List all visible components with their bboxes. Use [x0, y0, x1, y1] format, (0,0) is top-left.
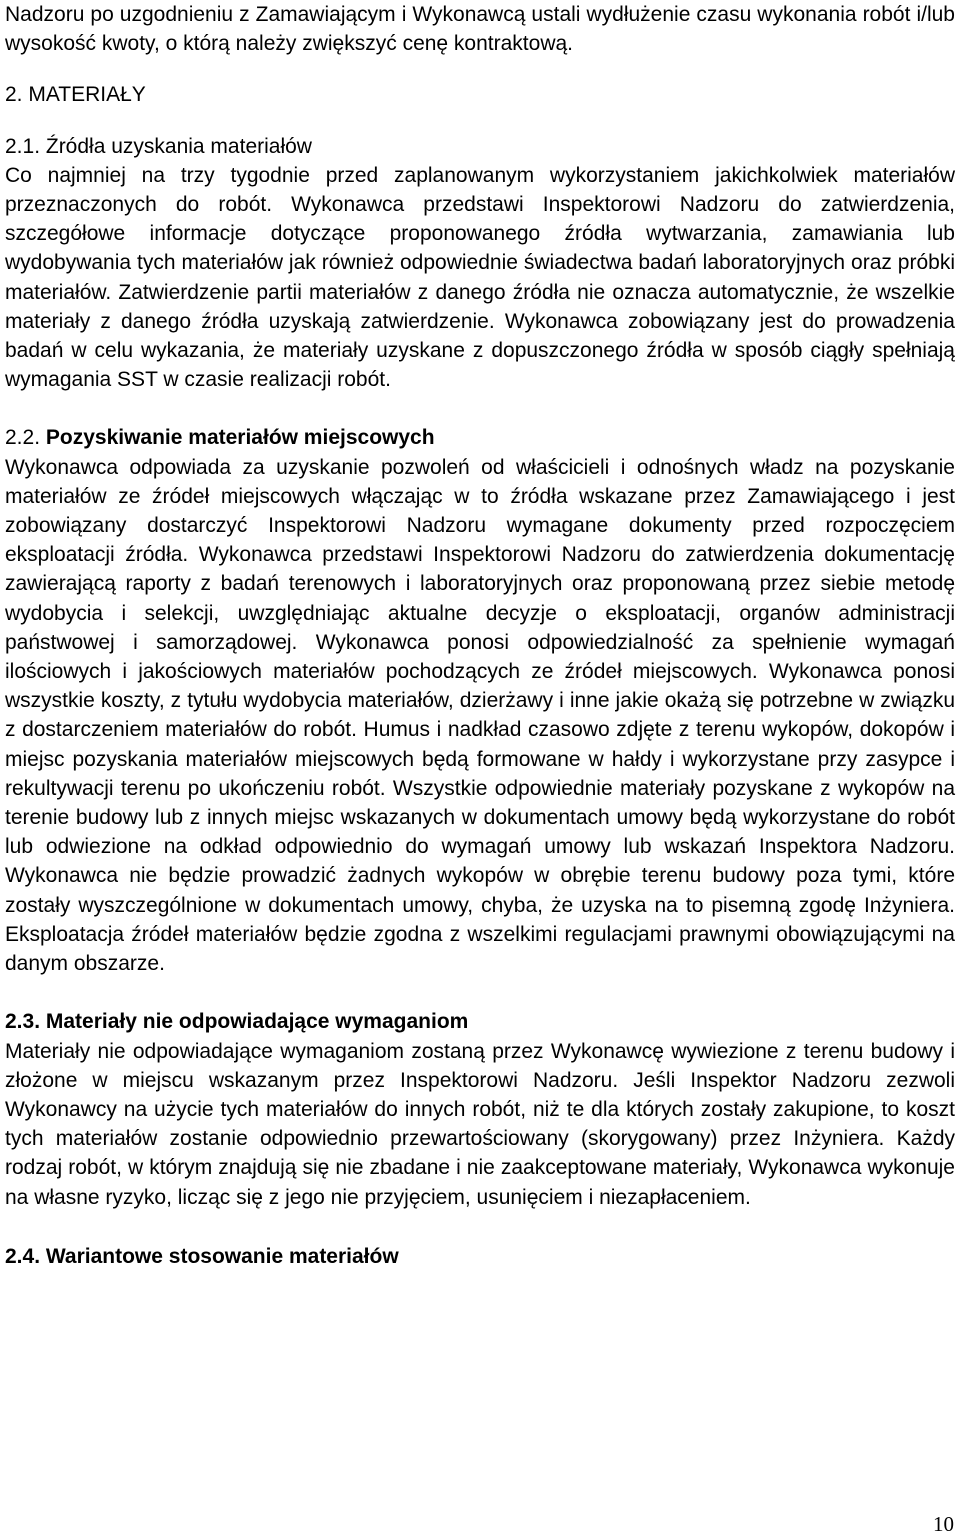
section-2-4-heading: 2.4. Wariantowe stosowanie materiałów: [5, 1244, 399, 1268]
section-2-3-heading: 2.3. Materiały nie odpowiadające wymaganiom: [5, 1010, 469, 1034]
page-number: 10: [933, 1512, 954, 1536]
section-2-2-body: Wykonawca odpowiada za uzyskanie pozwoleń od właścicieli i odnośnych władz na pozyskanie materiałów ze źródeł miejscowych włączając w to źródła wskazane przez Zamawiającego i jest zobowiązany dostarczyć Inspektorowi Nadzoru wymagane dokumenty przed rozpoczęciem eksploatacji źródła. Wykonawca przedstawi Inspektorowi Nadzoru do zatwierdzenia dokumentację zawierającą raporty z badań terenowych i laboratoryjnych oraz proponowaną przez siebie metodę wydobycia i selekcji, uwzględniając aktualne decyzje o eksploatacji, organów administracji państwowej i samorządowej. Wykonawca ponosi odpowiedzialność za spełnienie wymagań ilościowych i jakościowych materiałów pochodzących ze źródeł miejscowych. Wykonawca ponosi wszystkie koszty, z tytułu wydobycia materiałów, dzierżawy i inne jakie okażą się potrzebne w związku z dostarczeniem materiałów do robót. Humus i nadkład czasowo zdjęte z terenu wykopów, dokopów i miejsc pozyskania materiałów miejscowych będą formowane w hałdy i wykorzystane przy zasypce i rekultywacji terenu po ukończeniu robót. Wszystkie odpowiednie materiały pozyskane z wykopów na terenie budowy lub z innych miejsc wskazanych w dokumentach umowy będą wykorzystane do robót lub odwiezione na odkład odpowiednio do wymagań umowy lub wskazań Inspektora Nadzoru. Wykonawca nie będzie prowadzić żadnych wykopów w obrębie terenu budowy poza tymi, które zostały wyszczególnione w dokumentach umowy, chyba, że uzyska na to pisemną zgodę Inżyniera. Eksploatacja źródeł materiałów będzie zgodna z wszelkimi regulacjami prawnymi obowiązującymi na danym obszarze.: [5, 455, 955, 976]
section-2-heading: 2. MATERIAŁY: [5, 83, 146, 107]
section-2-1-body: Co najmniej na trzy tygodnie przed zaplanowanym wykorzystaniem jakichkolwiek materiałów przeznaczonych do robót. Wykonawca przedstawi Inspektorowi Nadzoru do zatwierdzenia, szczegółowe informacje dotyczące proponowanego źródła wytwarzania, zamawiania lub wydobywania tych materiałów jak również odpowiednie świadectwa badań laboratoryjnych oraz próbki materiałów. Zatwierdzenie partii materiałów z danego źródła nie oznacza automatycznie, że wszelkie materiały z danego źródła uzyskają zatwierdzenie. Wykonawca zobowiązany jest do prowadzenia badań w celu wykazania, że materiały uzyskane z dopuszczonego źródła w sposób ciągły spełniają wymagania SST w czasie realizacji robót.: [5, 163, 955, 392]
section-2-2-title: Pozyskiwanie materiałów miejscowych: [45, 426, 435, 450]
intro-paragraph: Nadzoru po uzgodnieniu z Zamawiającym i Wykonawcą ustali wydłużenie czasu wykonania robót i/lub wysokość kwoty, o którą należy zwiększyć cenę kontraktową.: [5, 3, 955, 56]
section-2-3-body: Materiały nie odpowiadające wymaganiom zostaną przez Wykonawcę wywiezione z terenu budowy i złożone w miejscu wskazanym przez Inspektorowi Nadzoru. Jeśli Inspektor Nadzoru zezwoli Wykonawcy na użycie tych materiałów do innych robót, niż te dla których zostały zakupione, to koszt tych materiałów zostanie odpowiednio przewartościowany (skorygowany) przez Inżyniera. Każdy rodzaj robót, w którym znajdują się nie zbadane i nie zaakceptowane materiały, Wykonawca wykonuje na własne ryzyko, licząc się z jego nie przyjęciem, usunięciem i niezapłaceniem.: [5, 1039, 955, 1209]
section-2-1-heading: 2.1. Źródła uzyskania materiałów: [5, 134, 312, 158]
section-2-2-heading: [5, 423, 955, 452]
section-2-2-number: 2.2.: [5, 426, 41, 450]
document-page: [5, 0, 955, 1271]
